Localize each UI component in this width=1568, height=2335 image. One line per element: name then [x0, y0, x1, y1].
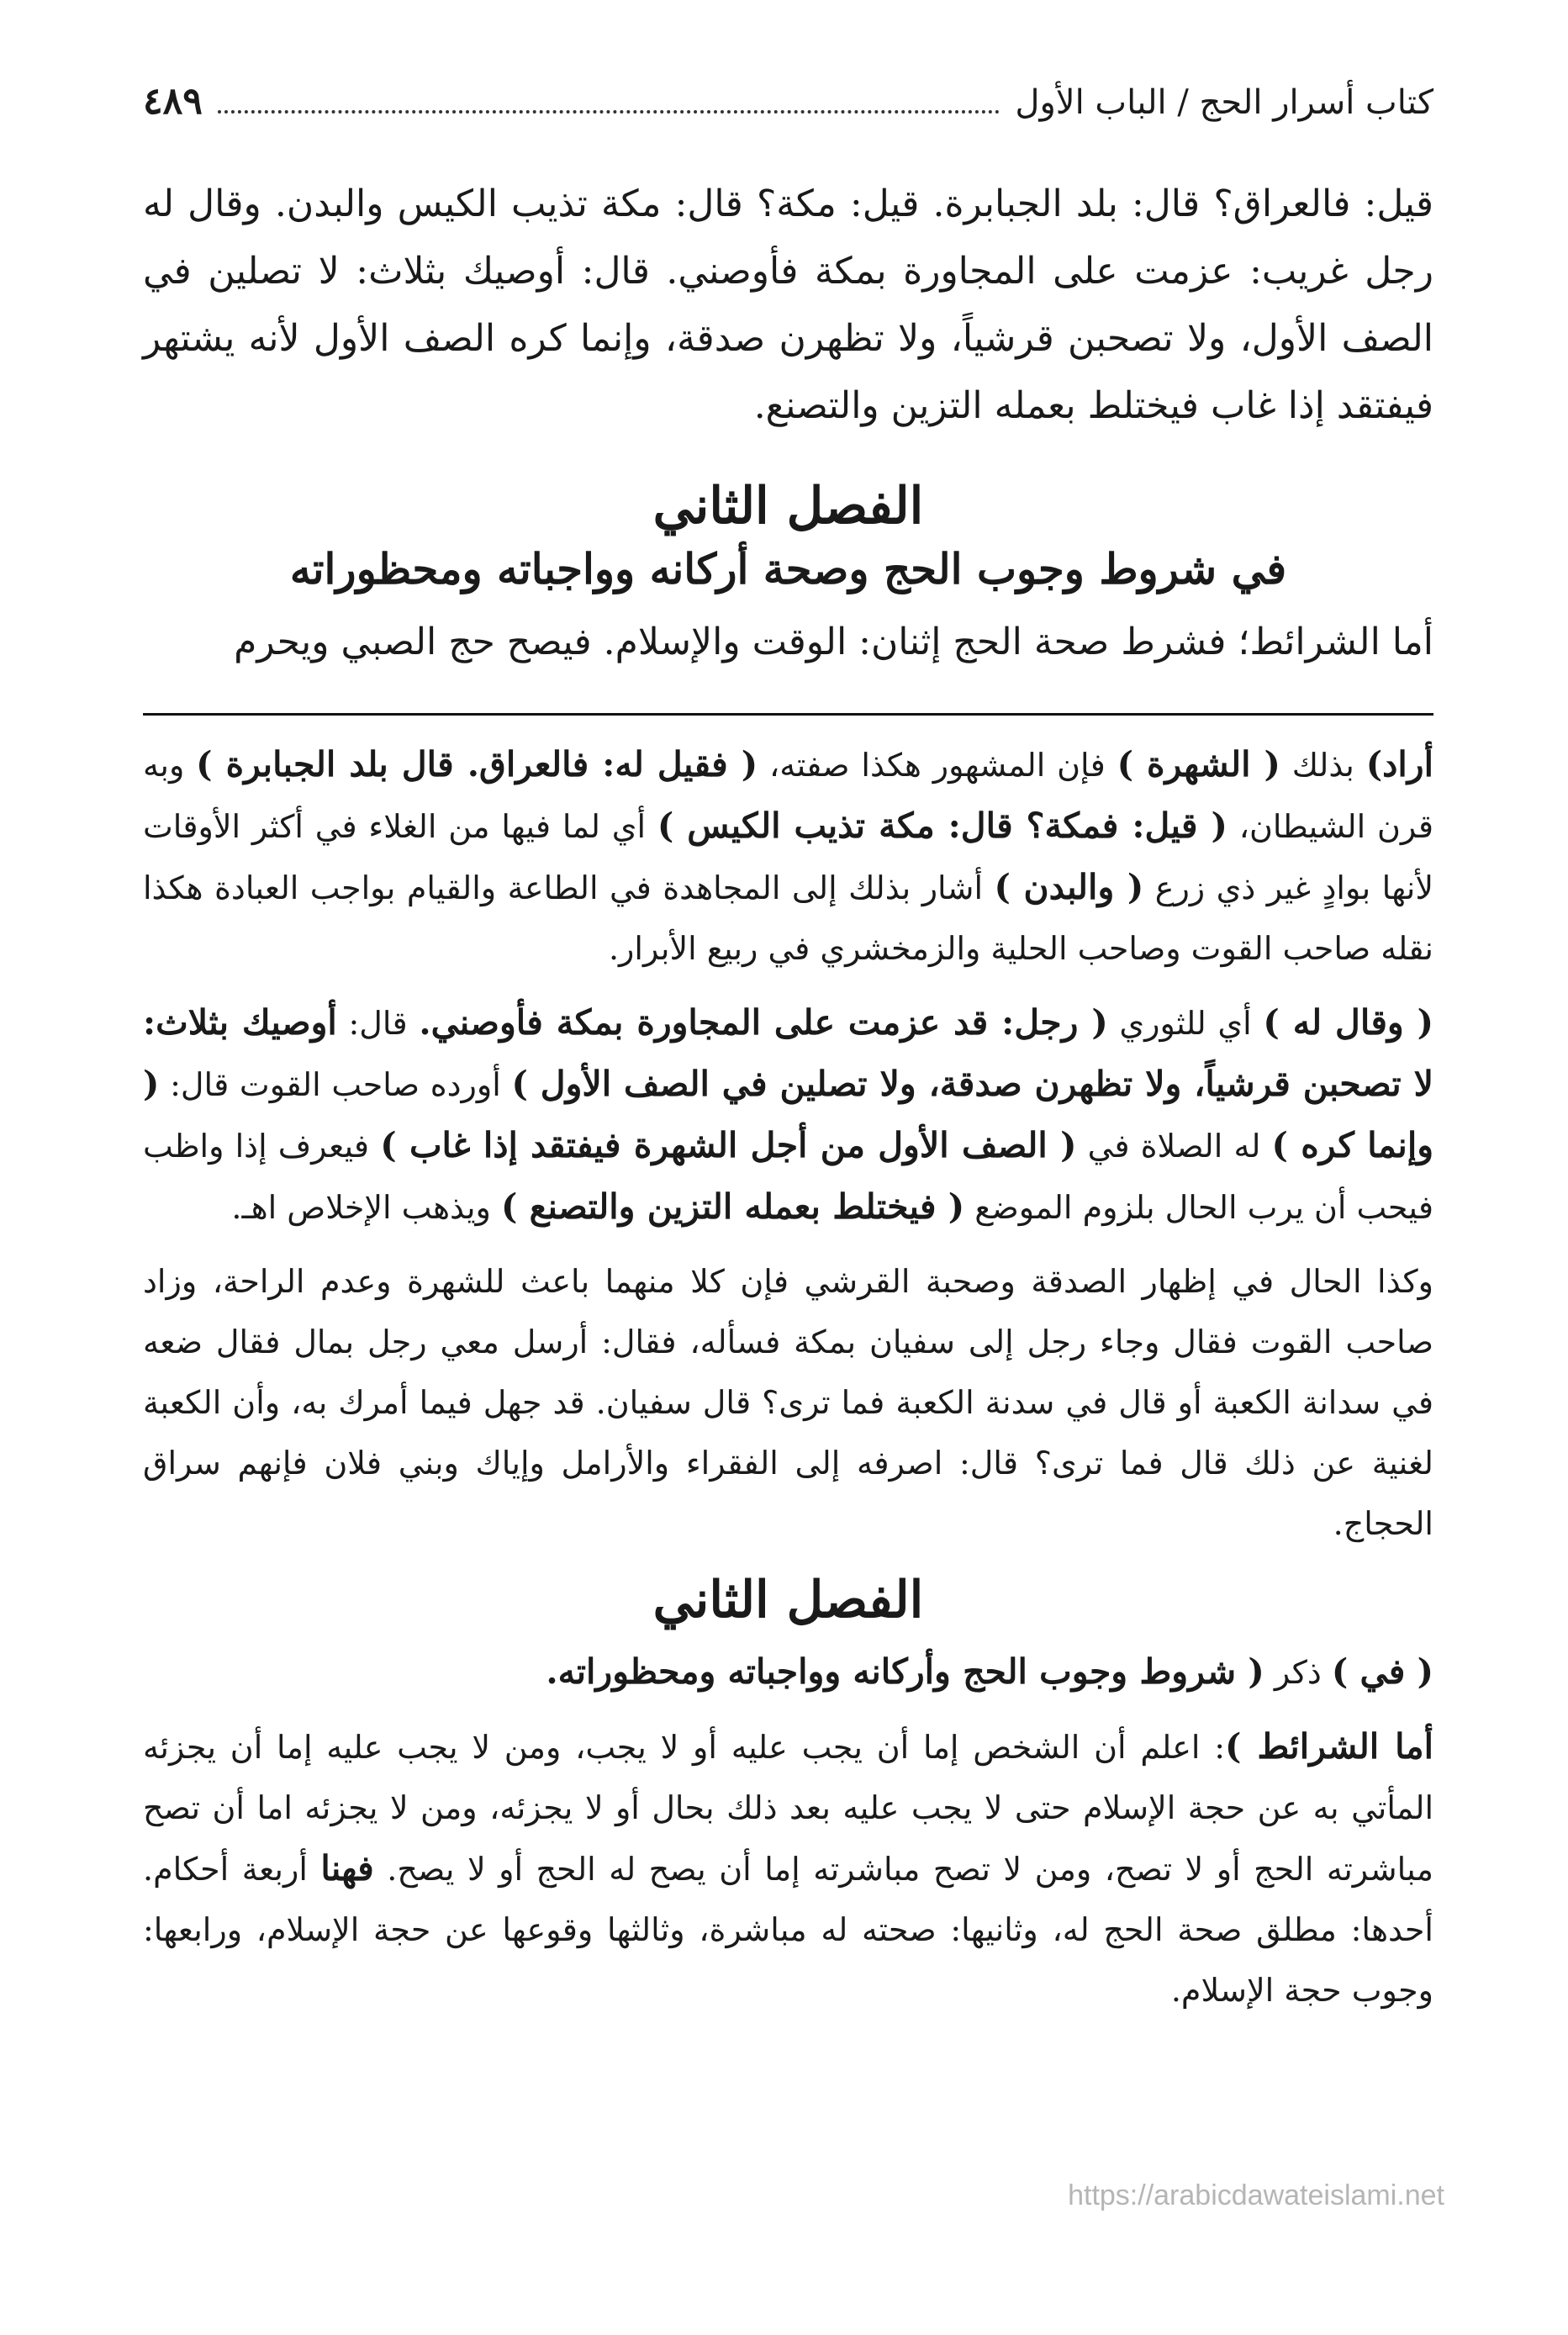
quoted-matn-text: ( والبدن ) — [994, 867, 1144, 907]
website-watermark: https://arabicdawateislami.net — [1068, 2179, 1444, 2211]
quoted-matn-text: أراد) — [1365, 744, 1433, 784]
commentary-paragraph-3: وكذا الحال في إظهار الصدقة وصحبة القرشي فإن كلا منهما باعث للشهرة وعدم الراحة، وزاد صاحب القوت فقال وجاء رجل إلى سفيان بمكة فسأله، فقال: أرسل معي رجل بمال فقال ضعه في سدانة الكعبة أو قال في سدنة الكعبة فما ترى؟ قال سفيان. قد جهل فيما أمرك به، وأن الكعبة لغنية عن ذلك قال فما ترى؟ قال: اصرفه إلى الفقراء والأرامل وإياك وبني فلان فإنهم سراق الحجاج. — [143, 1263, 1433, 1542]
footnote-separator — [143, 713, 1433, 716]
commentary-text: وبه قرن الشيطان، — [143, 747, 1433, 845]
quoted-matn-text: ( قيل: فمكة؟ قال: مكة تذيب الكيس ) — [657, 806, 1227, 846]
commentary-text: له الصلاة في — [1076, 1128, 1272, 1165]
commentary-text: : اعلم أن الشخص إما أن يجب عليه أو لا يجب، ومن لا يجب عليه إما أن يجزئه المأتي به عن حجة الإسلام حتى لا يجب عليه بعد ذلك بحال أو لا يجزئه، ومن لا يجزئه اما أن تصح مباشرته الحج أو لا تصح، ومن لا تصح مباشرته إما أن يصح له الحج أو لا يصح. — [143, 1729, 1433, 1888]
commentary-text: بذلك — [1280, 747, 1366, 784]
commentary-paragraph-5 — [143, 1716, 1433, 2021]
quoted-matn-text: ( شروط وجوب الحج وأركانه وواجباته ومحظوراته. — [546, 1651, 1264, 1692]
main-paragraph-2: أما الشرائط؛ فشرط صحة الحج إثنان: الوقت والإسلام. فيصح حج الصبي ويحرم — [234, 621, 1433, 663]
commentary-text: أورده صاحب القوت قال: — [159, 1066, 512, 1103]
quoted-matn-text: أوصيك بثلاث: لا تصحبن قرشياً، ولا تظهرن صدقة، ولا تصلين في الصف الأول ) — [143, 1002, 1433, 1104]
quoted-matn-text: ( فقيل له: فالعراق. قال بلد الجبابرة ) — [196, 744, 758, 784]
commentary-text: أربعة أحكام. أحدها: مطلق صحة الحج له، وثانيها: صحته له مباشرة، وثالثها وقوعها عن حجة الإسلام، ورابعها: وجوب حجة الإسلام. — [143, 1851, 1433, 2009]
header-title: كتاب أسرار الحج / الباب الأول — [1015, 83, 1433, 122]
quoted-matn-text: أما الشرائط ) — [1225, 1726, 1433, 1767]
chapter-title: الفصل الثاني — [652, 477, 924, 536]
page-number: ٤٨٩ — [143, 80, 203, 123]
commentary-text: أشار بذلك إلى المجاهدة في الطاعة والقيام بواجب العبادة هكذا نقله صاحب القوت وصاحب الحلية والزمخشري في ربيع الأبرار. — [143, 869, 1433, 967]
commentary-paragraph-2 — [143, 992, 1433, 1238]
quoted-matn-text: ( في ) — [1331, 1651, 1433, 1692]
quoted-matn-text: ( وإنما كره ) — [143, 1064, 1434, 1165]
commentary-text: أي لما فيها من الغلاء في أكثر الأوقات لأنها بوادٍ غير ذي زرع — [143, 808, 1434, 906]
book-page — [143, 80, 1433, 2034]
commentary-text: ذكر — [1264, 1654, 1332, 1691]
commentary-paragraph-4 — [143, 1641, 1433, 1703]
quoted-matn-text: ( وقال له ) — [1263, 1002, 1434, 1043]
main-paragraph-1: قيل: فالعراق؟ قال: بلد الجبابرة. قيل: مكة؟ قال: مكة تذيب الكيس والبدن. وقال له رجل غريب: عزمت على المجاورة بمكة فأوصني. قال: أوصيك بثلاث: لا تصلين في الصف الأول، ولا تصحبن قرشياً، ولا تظهرن صدقة، وإنما كره الصف الأول لأنه يشتهر فيفتقد إذا غاب فيختلط بعمله التزين والتصنع. — [143, 182, 1433, 427]
dotted-leader — [218, 92, 1000, 114]
commentary-text: قال: — [336, 1005, 420, 1042]
commentary-chapter-title: الفصل الثاني — [652, 1571, 924, 1630]
running-header — [143, 80, 1433, 147]
quoted-matn-text: ( الشهرة ) — [1117, 744, 1280, 784]
quoted-matn-text: فهنا — [320, 1848, 374, 1889]
commentary-section — [143, 734, 1433, 2021]
commentary-text: أي للثوري — [1107, 1005, 1264, 1042]
quoted-matn-text: ( فيختلط بعمله التزين والتصنع ) — [500, 1186, 965, 1227]
quoted-matn-text: ( الصف الأول من أجل الشهرة فيفتقد إذا غاب ) — [380, 1125, 1077, 1165]
commentary-text: فإن المشهور هكذا صفته، — [758, 747, 1117, 784]
chapter-subtitle: في شروط وجوب الحج وصحة أركانه وواجباته ومحظوراته — [289, 544, 1287, 594]
commentary-paragraph-1 — [143, 734, 1433, 979]
quoted-matn-text: ( رجل: قد عزمت على المجاورة بمكة فأوصني. — [419, 1002, 1108, 1043]
commentary-text: ويذهب الإخلاص اهـ. — [231, 1189, 501, 1226]
commentary-text: فيعرف إذا واظب فيحب أن يرب الحال بلزوم الموضع — [143, 1128, 1433, 1226]
